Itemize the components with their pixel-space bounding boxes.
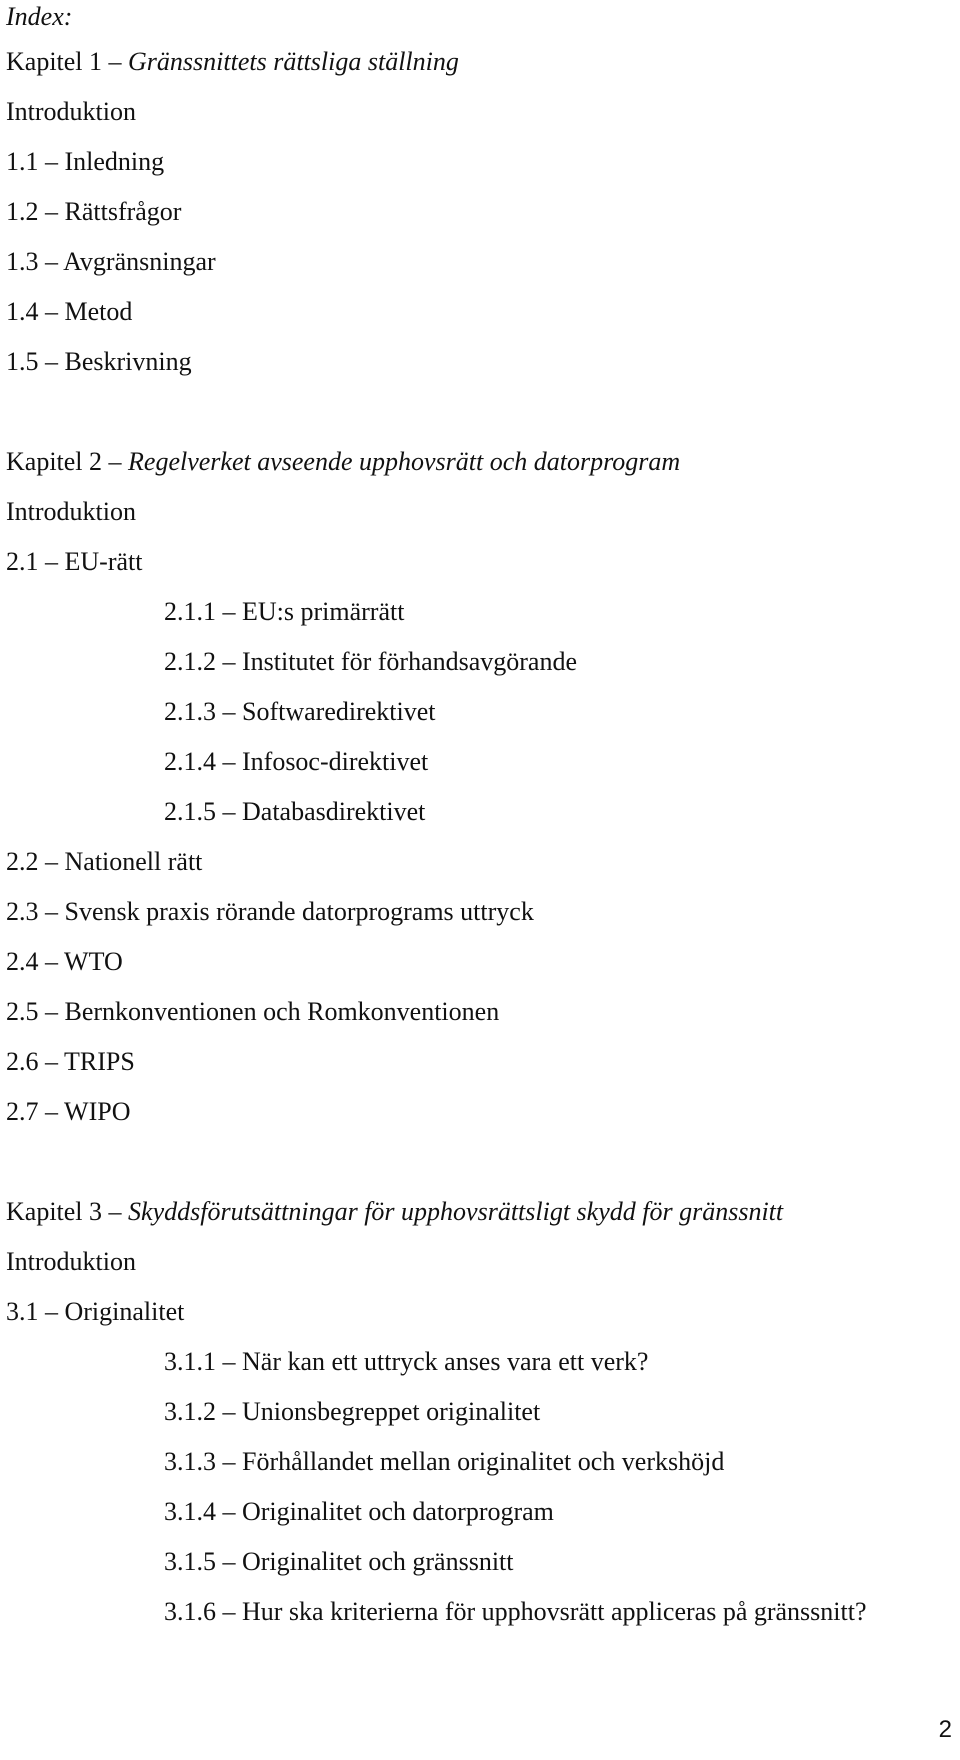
toc-entry-3-1: 3.1 – Originalitet — [6, 1297, 185, 1326]
toc-entry-2-1-2: 2.1.2 – Institutet för förhandsavgörande — [164, 647, 578, 676]
chapter-3-intro: Introduktion — [6, 1247, 136, 1276]
toc-entry-1-5: 1.5 – Beskrivning — [6, 347, 192, 376]
toc-entry-3-1-6: 3.1.6 – Hur ska kriterierna för upphovsrätt appliceras på gränssnitt? — [164, 1597, 867, 1626]
toc-entry-2-1-5: 2.1.5 – Databasdirektivet — [164, 797, 426, 826]
chapter-2-heading — [6, 447, 680, 477]
index-heading: Index: — [6, 2, 73, 31]
page-number: 2 — [938, 1716, 952, 1743]
toc-entry-3-1-4: 3.1.4 – Originalitet och datorprogram — [164, 1497, 554, 1526]
toc-entry-2-4: 2.4 – WTO — [6, 947, 123, 976]
chapter-3-heading — [6, 1197, 783, 1227]
toc-entry-1-2: 1.2 – Rättsfrågor — [6, 197, 182, 226]
chapter-1-title: Gränssnittets rättsliga ställning — [128, 47, 459, 76]
chapter-1-intro: Introduktion — [6, 97, 136, 126]
toc-entry-2-1: 2.1 – EU-rätt — [6, 547, 143, 576]
toc-entry-2-1-4: 2.1.4 – Infosoc-direktivet — [164, 747, 429, 776]
toc-entry-1-3: 1.3 – Avgränsningar — [6, 247, 216, 276]
toc-entry-3-1-5: 3.1.5 – Originalitet och gränssnitt — [164, 1547, 514, 1576]
toc-entry-1-4: 1.4 – Metod — [6, 297, 133, 326]
toc-entry-2-6: 2.6 – TRIPS — [6, 1047, 135, 1076]
toc-entry-2-2: 2.2 – Nationell rätt — [6, 847, 203, 876]
toc-entry-3-1-2: 3.1.2 – Unionsbegreppet originalitet — [164, 1397, 541, 1426]
toc-entry-3-1-1: 3.1.1 – När kan ett uttryck anses vara ett verk? — [164, 1347, 649, 1376]
toc-entry-1-1: 1.1 – Inledning — [6, 147, 165, 176]
chapter-2-title: Regelverket avseende upphovsrätt och datorprogram — [128, 447, 681, 476]
toc-entry-2-3: 2.3 – Svensk praxis rörande datorprograms uttryck — [6, 897, 534, 926]
chapter-1-label: Kapitel 1 – — [6, 47, 129, 76]
toc-entry-2-1-1: 2.1.1 – EU:s primärrätt — [164, 597, 405, 626]
chapter-2-intro: Introduktion — [6, 497, 136, 526]
toc-entry-3-1-3: 3.1.3 – Förhållandet mellan originalitet och verkshöjd — [164, 1447, 725, 1476]
toc-entry-2-5: 2.5 – Bernkonventionen och Romkonventionen — [6, 997, 500, 1026]
toc-entry-2-7: 2.7 – WIPO — [6, 1097, 131, 1126]
chapter-3-title: Skyddsförutsättningar för upphovsrättsligt skydd för gränssnitt — [128, 1197, 784, 1226]
chapter-1-heading — [6, 47, 459, 77]
chapter-2-label: Kapitel 2 – — [6, 447, 129, 476]
chapter-3-label: Kapitel 3 – — [6, 1197, 129, 1226]
toc-entry-2-1-3: 2.1.3 – Softwaredirektivet — [164, 697, 436, 726]
